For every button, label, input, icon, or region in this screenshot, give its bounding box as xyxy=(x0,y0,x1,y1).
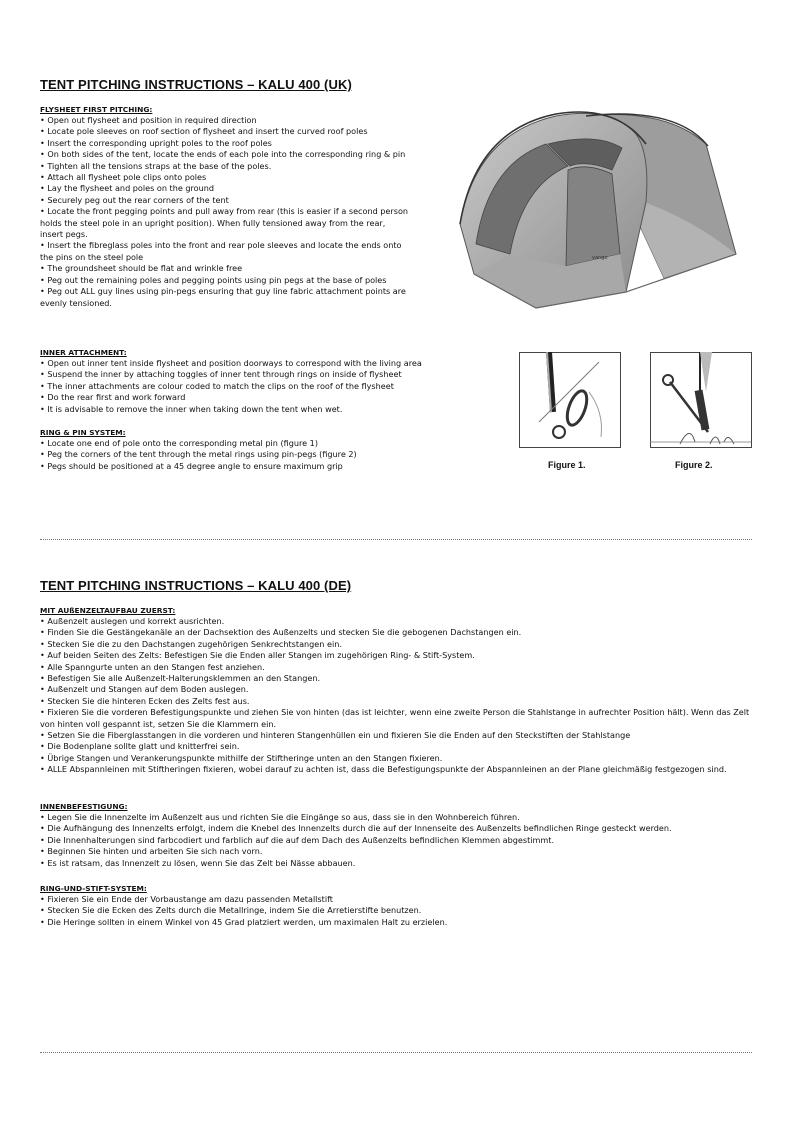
list-item: • Stecken Sie die zu den Dachstangen zugehörigen Senkrechtstangen ein. xyxy=(40,638,342,649)
list-item: • Tighten all the tensions straps at the base of the poles. xyxy=(40,160,272,171)
list-item: • Stecken Sie die Ecken des Zelts durch die Metallringe, indem Sie die Arretierstifte benutzen. xyxy=(40,905,422,916)
list-item: • Suspend the inner by attaching toggles of inner tent through rings on inside of flysheet xyxy=(40,369,402,380)
de-flysheet-heading: MIT AUßENZELTAUFBAU ZUERST: xyxy=(40,606,176,615)
de-ring-heading: RING-UND-STIFT-SYSTEM: xyxy=(40,884,147,893)
list-item: • Außenzelt und Stangen auf dem Boden auslegen. xyxy=(40,684,249,695)
list-item: • Peg out ALL guy lines using pin-pegs ensuring that guy line fabric attachment points are evenly tensioned. xyxy=(40,286,406,308)
uk-ring-section xyxy=(40,428,466,472)
list-item: • Beginnen Sie hinten und arbeiten Sie sich nach vorn. xyxy=(40,846,263,857)
figure-1-illustration xyxy=(519,352,621,448)
figure-2-caption: Figure 2. xyxy=(675,460,713,470)
de-flysheet-section xyxy=(40,606,760,776)
uk-flysheet-section xyxy=(40,105,410,309)
figure-2-illustration xyxy=(650,352,752,448)
list-item: • Securely peg out the rear corners of the tent xyxy=(40,194,229,205)
list-item: • Lay the flysheet and poles on the ground xyxy=(40,183,215,194)
list-item: • Finden Sie die Gestängekanäle an der Dachsektion des Außenzelts und stecken Sie die gebogenen Dachstangen ein. xyxy=(40,627,522,638)
tent-window-front xyxy=(566,167,620,266)
list-item: • Setzen Sie die Fiberglasstangen in die vorderen und hinteren Stangenhüllen ein und fixieren Sie die Enden auf den Steckstiften der Stahlstange xyxy=(40,730,631,741)
list-item: • Open out flysheet and position in required direction xyxy=(40,115,257,125)
section-divider xyxy=(40,539,752,540)
de-inner-heading: INNENBEFESTIGUNG: xyxy=(40,802,128,811)
list-item: • Peg the corners of the tent through the metal rings using pin-pegs (figure 2) xyxy=(40,449,357,460)
de-ring-section xyxy=(40,884,760,928)
list-item: • Attach all flysheet pole clips onto poles xyxy=(40,172,207,183)
list-item: • On both sides of the tent, locate the ends of each pole into the corresponding ring & pin xyxy=(40,149,406,160)
uk-flysheet-heading: FLYSHEET FIRST PITCHING: xyxy=(40,105,153,114)
list-item: • Insert the fibreglass poles into the front and rear pole sleeves and locate the ends onto the pins on the steel pole xyxy=(40,240,402,262)
section-divider xyxy=(40,1052,752,1053)
list-item: • Pegs should be positioned at a 45 degree angle to ensure maximum grip xyxy=(40,460,343,471)
uk-ring-heading: RING & PIN SYSTEM: xyxy=(40,428,126,437)
list-item: • Übrige Stangen und Verankerungspunkte mithilfe der Stiftheringe unten an den Stangen fixieren. xyxy=(40,752,443,763)
list-item: • Insert the corresponding upright poles to the roof poles xyxy=(40,137,272,148)
list-item: • Außenzelt auslegen und korrekt ausrichten. xyxy=(40,616,225,626)
list-item: • Die Bodenplane sollte glatt und knitterfrei sein. xyxy=(40,741,240,752)
tent-illustration xyxy=(436,104,752,316)
list-item: • Auf beiden Seiten des Zelts: Befestigen Sie die Enden aller Stangen im zugehörigen Ring- & Stift-System. xyxy=(40,650,475,661)
uk-inner-section xyxy=(40,348,466,415)
uk-title: TENT PITCHING INSTRUCTIONS – KALU 400 (UK) xyxy=(40,77,352,92)
list-item: • Open out inner tent inside flysheet and position doorways to correspond with the living area xyxy=(40,358,422,368)
list-item: • The inner attachments are colour coded to match the clips on the roof of the flysheet xyxy=(40,380,394,391)
list-item: • Locate one end of pole onto the corresponding metal pin (figure 1) xyxy=(40,438,318,448)
list-item: • Die Innenhalterungen sind farbcodiert und farblich auf die auf dem Dach des Außenzelts befindlichen Klemmen abgestimmt. xyxy=(40,834,555,845)
list-item: • Locate the front pegging points and pull away from rear (this is easier if a second person holds the steel pole in an upright position). When fully tensioned away from the rear, insert pegs. xyxy=(40,206,409,240)
list-item: • Befestigen Sie alle Außenzelt-Halterungsklemmen an den Stangen. xyxy=(40,673,321,684)
list-item: • Do the rear first and work forward xyxy=(40,392,186,403)
list-item: • Stecken Sie die hinteren Ecken des Zelts fest aus. xyxy=(40,695,250,706)
list-item: • Legen Sie die Innenzelte im Außenzelt aus und richten Sie die Eingänge so aus, dass sie in den Wohnbereich führen. xyxy=(40,812,520,822)
list-item: • It is advisable to remove the inner when taking down the tent when wet. xyxy=(40,403,343,414)
list-item: • Fixieren Sie ein Ende der Vorbaustange am dazu passenden Metallstift xyxy=(40,894,333,904)
list-item: • ALLE Abspannleinen mit Stiftheringen fixieren, wobei darauf zu achten ist, dass die Befestigungspunkte der Abspannleinen an der Plane gleichmäßig festgezogen sind. xyxy=(40,764,727,775)
list-item: • Alle Spanngurte unten an den Stangen fest anziehen. xyxy=(40,661,265,672)
tent-brand-label: vango xyxy=(592,255,608,261)
list-item: • Die Heringe sollten in einem Winkel von 45 Grad platziert werden, um maximalen Halt zu erzielen. xyxy=(40,916,448,927)
list-item: • Die Aufhängung des Innenzelts erfolgt, indem die Knebel des Innenzelts durch die auf der Innenseite des Außenzelts befindlichen Ringe gesteckt werden. xyxy=(40,823,672,834)
list-item: • The groundsheet should be flat and wrinkle free xyxy=(40,263,243,274)
uk-inner-heading: INNER ATTACHMENT: xyxy=(40,348,127,357)
figure-1-caption: Figure 1. xyxy=(548,460,586,470)
list-item: • Es ist ratsam, das Innenzelt zu lösen, wenn Sie das Zelt bei Nässe abbauen. xyxy=(40,857,356,868)
list-item: • Fixieren Sie die vorderen Befestigungspunkte und ziehen Sie von hinten (das ist leichter, wenn eine zweite Person die Stahlstange in aufrechter Position hält). Wenn das Zelt von hinten voll gespannt ist, setzen Sie die Klammern ein. xyxy=(40,707,750,729)
de-inner-section xyxy=(40,802,760,869)
list-item: • Peg out the remaining poles and pegging points using pin pegs at the base of poles xyxy=(40,274,387,285)
de-title: TENT PITCHING INSTRUCTIONS – KALU 400 (DE) xyxy=(40,578,352,593)
list-item: • Locate pole sleeves on roof section of flysheet and insert the curved roof poles xyxy=(40,126,368,137)
